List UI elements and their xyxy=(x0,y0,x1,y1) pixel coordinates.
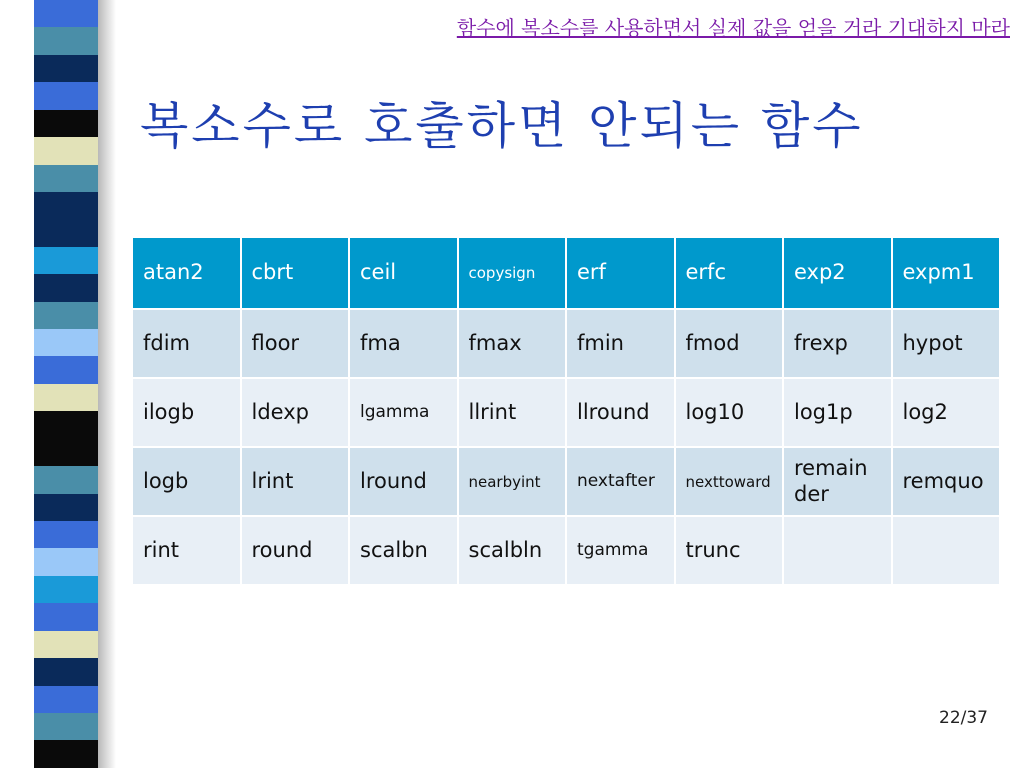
table-cell: log10 xyxy=(675,378,784,447)
top-hyperlink[interactable]: 함수에 복소수를 사용하면서 실제 값을 얻을 거라 기대하지 마라 xyxy=(456,16,1010,40)
table-cell: rint xyxy=(132,516,241,585)
band-stripe xyxy=(34,713,98,740)
table-cell: trunc xyxy=(675,516,784,585)
band-stripe xyxy=(34,658,98,685)
band-stripe xyxy=(34,521,98,548)
table-cell: expm1 xyxy=(892,237,1001,309)
band-shadow xyxy=(98,0,116,768)
band-stripe xyxy=(34,631,98,658)
band-stripe xyxy=(34,55,98,82)
table-cell: tgamma xyxy=(566,516,675,585)
table-row xyxy=(132,378,1000,447)
table-cell: log2 xyxy=(892,378,1001,447)
band-stripe xyxy=(34,274,98,301)
band-stripe xyxy=(34,740,98,767)
table-cell: scalbln xyxy=(458,516,567,585)
band-stripe xyxy=(34,439,98,466)
band-stripe xyxy=(34,192,98,219)
page-number: 22/37 xyxy=(939,708,988,728)
table-cell: remquo xyxy=(892,447,1001,516)
band-stripe xyxy=(34,466,98,493)
band-stripe xyxy=(34,576,98,603)
table-cell: ceil xyxy=(349,237,458,309)
table-cell: lrint xyxy=(241,447,350,516)
table-cell: nextafter xyxy=(566,447,675,516)
band-stripe xyxy=(34,137,98,164)
band-stripe xyxy=(34,27,98,54)
table-cell: nexttoward xyxy=(675,447,784,516)
band-stripe xyxy=(34,686,98,713)
band-stripe xyxy=(34,110,98,137)
table-cell: llrint xyxy=(458,378,567,447)
table-cell: fmod xyxy=(675,309,784,378)
band-stripe xyxy=(34,411,98,438)
table-cell: logb xyxy=(132,447,241,516)
table-cell: scalbn xyxy=(349,516,458,585)
decorative-stripe-band xyxy=(34,0,98,768)
band-stripe xyxy=(34,494,98,521)
table-cell: llround xyxy=(566,378,675,447)
table-cell: frexp xyxy=(783,309,892,378)
band-stripe xyxy=(34,82,98,109)
table-row xyxy=(132,309,1000,378)
band-stripe xyxy=(34,548,98,575)
slide-title: 복소수로 호출하면 안되는 함수 xyxy=(140,97,864,155)
table-cell: ilogb xyxy=(132,378,241,447)
table-row xyxy=(132,447,1000,516)
table-cell: copysign xyxy=(458,237,567,309)
table-header-row xyxy=(132,237,1000,309)
table-cell: fmax xyxy=(458,309,567,378)
band-stripe xyxy=(34,384,98,411)
table-cell: atan2 xyxy=(132,237,241,309)
table-cell: fdim xyxy=(132,309,241,378)
table-row xyxy=(132,516,1000,585)
table-cell: exp2 xyxy=(783,237,892,309)
band-stripe xyxy=(34,0,98,27)
band-stripe xyxy=(34,603,98,630)
table-cell: cbrt xyxy=(241,237,350,309)
table-cell: hypot xyxy=(892,309,1001,378)
function-table xyxy=(131,236,1001,586)
table-cell: fma xyxy=(349,309,458,378)
table-cell: remainder xyxy=(783,447,892,516)
table-cell: nearbyint xyxy=(458,447,567,516)
band-stripe xyxy=(34,247,98,274)
band-stripe xyxy=(34,219,98,246)
table-cell: lround xyxy=(349,447,458,516)
band-stripe xyxy=(34,302,98,329)
band-stripe xyxy=(34,329,98,356)
table-cell: erfc xyxy=(675,237,784,309)
table-cell: fmin xyxy=(566,309,675,378)
band-stripe xyxy=(34,356,98,383)
table-cell: floor xyxy=(241,309,350,378)
table-cell: round xyxy=(241,516,350,585)
band-stripe xyxy=(34,165,98,192)
table-cell: erf xyxy=(566,237,675,309)
table-cell: lgamma xyxy=(349,378,458,447)
table-cell: ldexp xyxy=(241,378,350,447)
table-cell: log1p xyxy=(783,378,892,447)
table-cell xyxy=(892,516,1001,585)
table-cell xyxy=(783,516,892,585)
